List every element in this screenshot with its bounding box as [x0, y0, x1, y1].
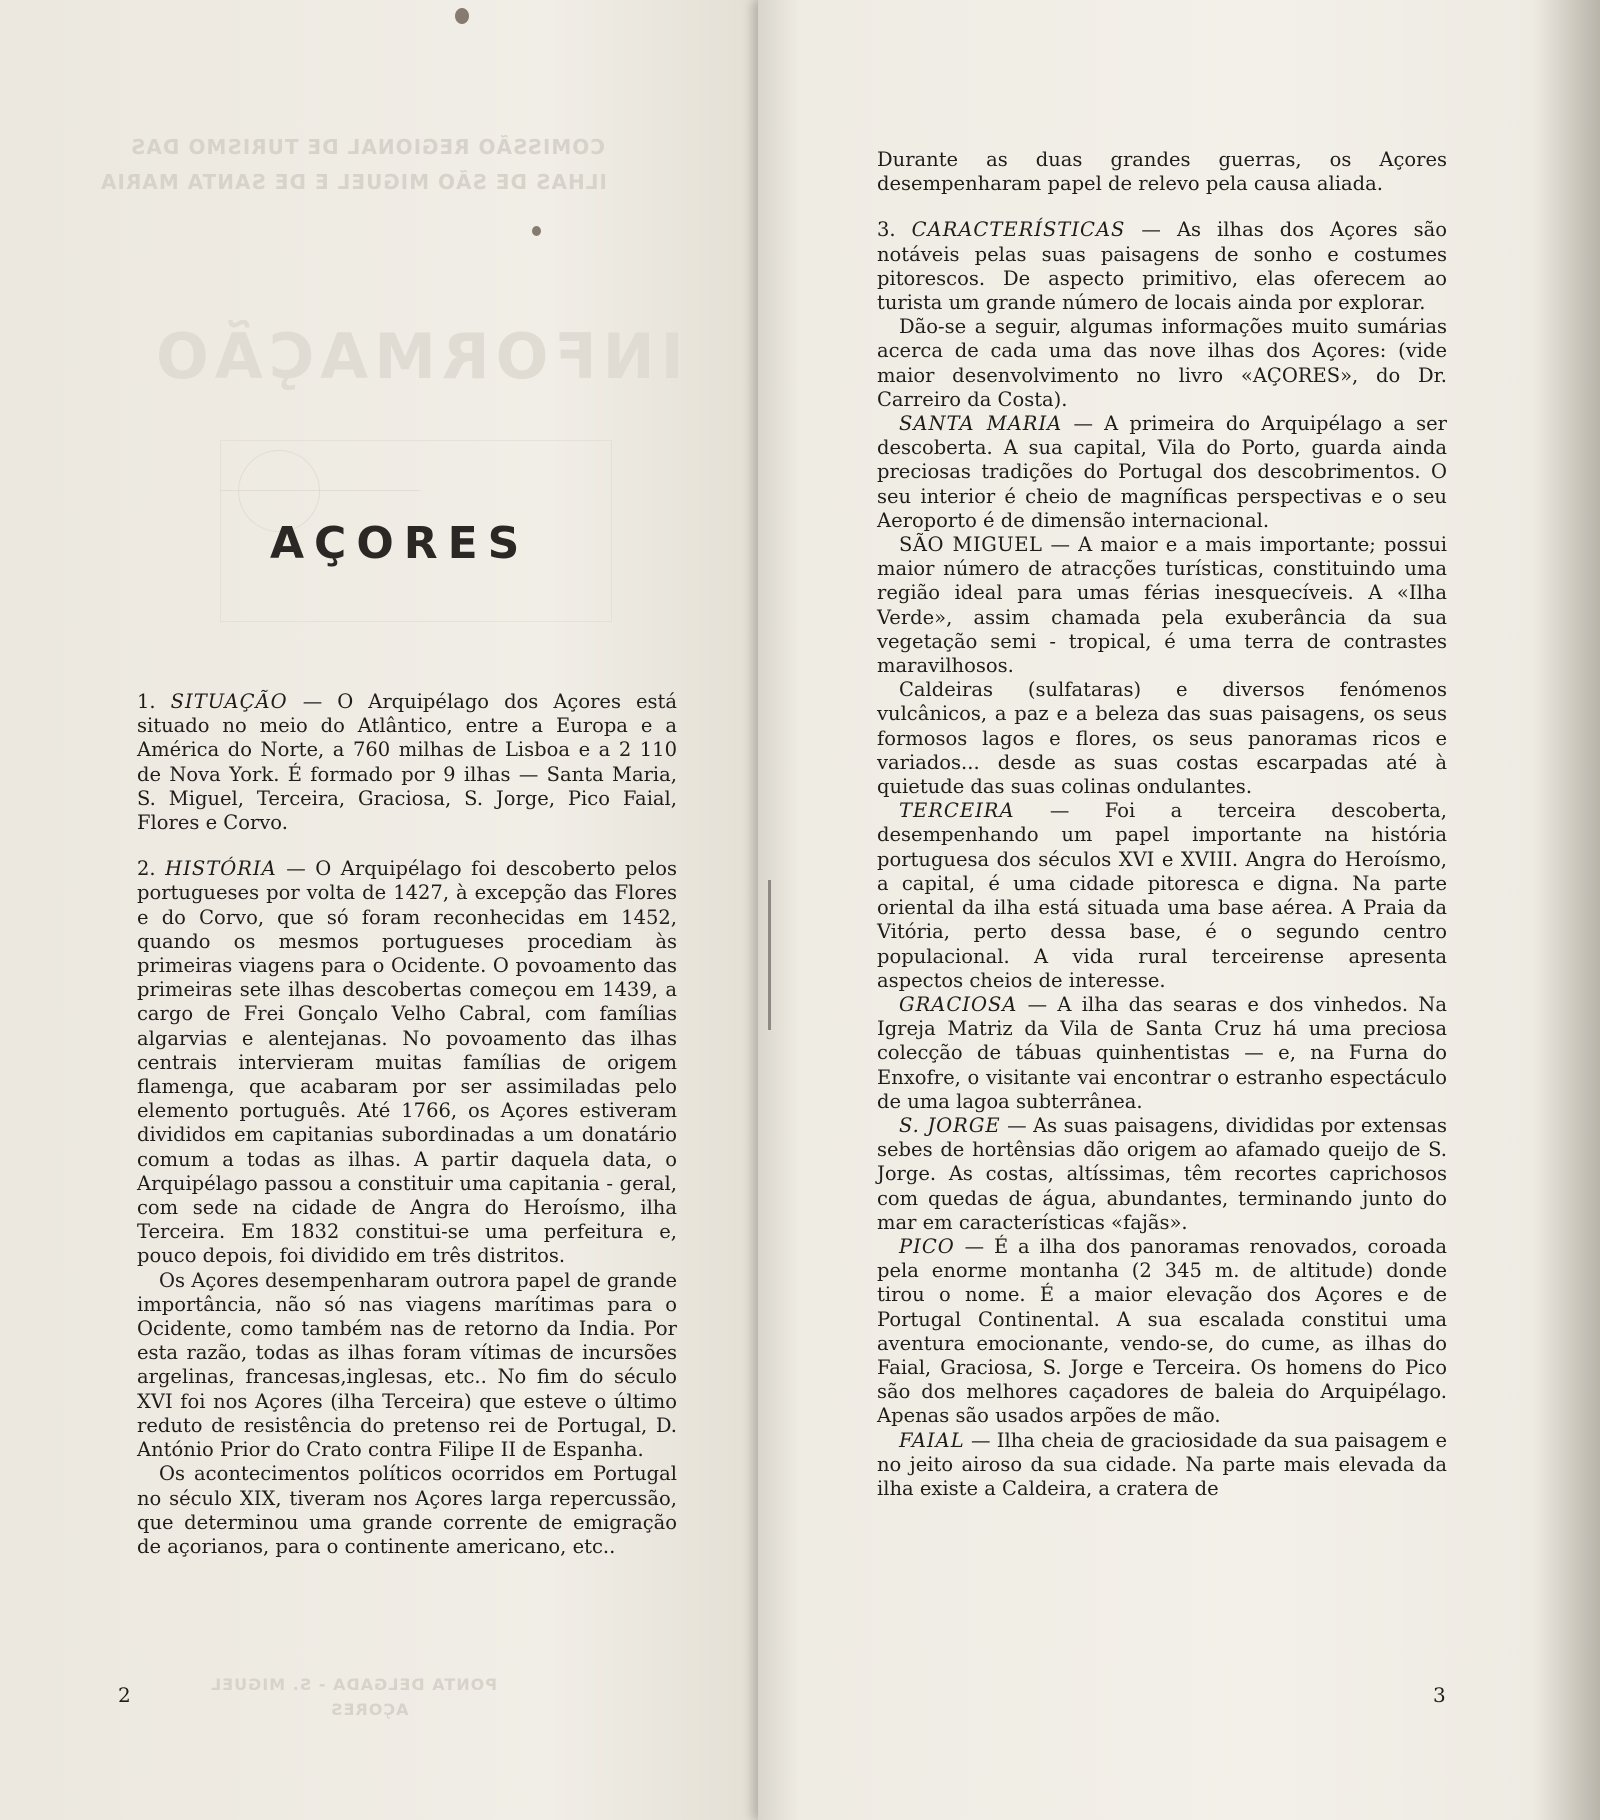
section-caracteristicas: [877, 218, 1447, 315]
ink-stain: [455, 8, 469, 24]
paragraph: Os acontecimentos políticos ocorridos em Portugal no século XIX, tiveram nos Açores larga repercussão, que determinou uma grande corrente de emigração de açorianos, para o continente americano, etc..: [137, 1462, 677, 1558]
island-santa-maria: [877, 412, 1447, 533]
island-name: FAIAL: [899, 1428, 965, 1452]
island-text: — Foi a terceira descoberta, desempenhando um papel importante na história portuguesa dos séculos XVI e XVIII. Angra do Heroísmo, a capital, é uma cidade pitoresca e digna. Na parte oriental da ilha está situada uma base aérea. A Praia da Vitória, perto dessa base, é o segundo centro populacional. A vida rural terceirense apresenta aspectos cheios de interesse.: [877, 799, 1447, 992]
island-terceira: [877, 799, 1447, 993]
show-through-text: AÇORES: [330, 1700, 409, 1719]
section-text: — O Arquipélago foi descoberto pelos portugueses por volta de 1427, à excepção das Flores e do Corvo, que só foram reconhecidas em 1452, quando os mesmos portugueses procediam às primeiras viagens para o Ocidente. O povoamento das primeiras sete ilhas descobertas começou em 1439, a cargo de Frei Gonçalo Velho Cabral, com famílias algarvias e alentejanas. No povoamento das ilhas centrais intervieram muitas famílias de origem flamenga, que acabaram por ser assimiladas pelo elemento português. Até 1766, os Açores estiveram divididos em capitanias subordinadas a um donatário comum a todas as ilhas. A partir daquela data, o Arquipélago passou a constituir uma capitania - geral, com sede na cidade de Angra do Heroísmo, ilha Terceira. Em 1832 constitui-se uma perfeitura e, pouco depois, foi dividido em três distritos.: [137, 857, 677, 1268]
right-text-column: [877, 148, 1447, 1501]
island-text: — As suas paisagens, divididas por extensas sebes de hortênsias dão origem ao afamado queijo de S. Jorge. As costas, altíssimas, têm recortes caprichosos com quedas de água, abundantes, terminando junto do mar em características «fajãs».: [877, 1113, 1447, 1234]
show-through-text: PONTA DELGADA - S. MIGUEL: [210, 1675, 498, 1694]
right-page: [758, 0, 1600, 1820]
section-heading: HISTÓRIA: [165, 857, 277, 881]
section-text: — As ilhas dos Açores são notáveis pelas suas paisagens de sonho e costumes pitorescos. De aspecto primitivo, elas oferecem ao turista um grande número de locais ainda por explorar.: [877, 218, 1448, 315]
section-number: 3.: [877, 218, 896, 242]
island-name: SÃO MIGUEL: [899, 533, 1043, 557]
show-through-map-line: [220, 490, 420, 491]
island-name: S. JORGE: [899, 1113, 1001, 1137]
island-text: — A primeira do Arquipélago a ser descoberta. A sua capital, Vila do Porto, guarda ainda preciosas tradições do Portugal dos descobrimentos. O seu interior é cheio de magníficas perspectivas e o seu Aeroporto é de dimensão internacional.: [877, 412, 1447, 532]
paragraph: Caldeiras (sulfataras) e diversos fenómenos vulcânicos, a paz e a beleza das suas paisagens, os seus formosos lagos e flores, os seus panoramas ricos e variados... desde as suas costas escarpadas até à quietude das suas colinas ondulantes.: [877, 678, 1447, 799]
opening-paragraph: Durante as duas grandes guerras, os Açores desempenharam papel de relevo pela causa aliada.: [877, 148, 1447, 196]
island-graciosa: [877, 993, 1447, 1114]
page-number: 2: [118, 1683, 131, 1707]
island-name: GRACIOSA: [899, 992, 1018, 1016]
island-faial: [877, 1429, 1447, 1502]
left-text-column: [137, 690, 677, 1559]
island-sao-miguel: [877, 533, 1447, 678]
island-text: — A maior e a mais importante; possui maior número de atracções turísticas, constituindo uma região ideal para umas férias inesquecíveis. A «Ilha Verde», assim chamada pela exuberância da sua vegetação semi - tropical, é uma terra de contrastes maravilhosos.: [877, 533, 1448, 678]
paragraph: Os Açores desempenharam outrora papel de grande importância, não só nas viagens marítimas para o Ocidente, como também nas de retorno da India. Por esta razão, todas as ilhas foram vítimas de incursões argelinas, francesas,inglesas, etc.. No fim do século XVI foi nos Açores (ilha Terceira) que esteve o último reduto de resistência do pretenso rei de Portugal, D. António Prior do Crato contra Filipe II de Espanha.: [137, 1268, 677, 1462]
island-pico: [877, 1235, 1447, 1429]
section-heading: CARACTERÍSTICAS: [911, 218, 1126, 242]
show-through-text: COMISSÃO REGIONAL DE TURISMO DAS: [130, 135, 605, 159]
section-historia: [137, 857, 677, 1268]
page-title: AÇORES: [270, 518, 530, 569]
section-text: — O Arquipélago dos Açores está situado no meio do Atlântico, entre a Europa e a América do Norte, a 760 milhas de Lisboa e a 2 110 de Nova York. É formado por 9 ilhas — Santa Maria, S. Miguel, Terceira, Graciosa, S. Jorge, Pico Faial, Flores e Corvo.: [137, 690, 678, 835]
island-text: — Ilha cheia de graciosidade da sua paisagem e no jeito airoso da sua cidade. Na parte mais elevada da ilha existe a Caldeira, a cratera de: [877, 1428, 1447, 1500]
island-text: — A ilha das searas e dos vinhedos. Na Igreja Matriz da Vila de Santa Cruz há uma preciosa colecção de tábuas quinhentistas — e, na Furna do Enxofre, o visitante vai encontrar o estranho espectáculo de uma lagoa subterrânea.: [877, 992, 1447, 1113]
island-name: PICO: [899, 1234, 955, 1258]
section-number: 1.: [137, 690, 156, 713]
section-situacao: [137, 690, 677, 835]
island-name: SANTA MARIA: [899, 412, 1063, 436]
ink-dot: [532, 226, 541, 236]
section-number: 2.: [137, 857, 156, 881]
show-through-text: ILHAS DE SÃO MIGUEL E DE SANTA MARIA: [100, 170, 607, 194]
island-text: — É a ilha dos panoramas renovados, coroada pela enorme montanha (2 345 m. de altitude) donde tirou o nome. É a maior elevação dos Açores e de Portugal Continental. A sua escalada constitui uma aventura emocionante, vendo-se, do cume, as ilhas do Faial, Graciosa, S. Jorge e Terceira. Os homens do Pico são dos melhores caçadores de baleia do Arquipélago. Apenas são usados arpões de mão.: [877, 1234, 1447, 1428]
paragraph: Dão-se a seguir, algumas informações muito sumárias acerca de cada uma das nove ilhas dos Açores: (vide maior desenvolvimento no livro «AÇORES», do Dr. Carreiro da Costa).: [877, 315, 1447, 411]
show-through-heading: INFORMAÇÃO: [150, 320, 684, 393]
left-page: [0, 0, 780, 1820]
island-sao-jorge: [877, 1114, 1447, 1235]
island-name: TERCEIRA: [899, 799, 1015, 823]
page-number: 3: [1433, 1683, 1446, 1707]
section-heading: SITUAÇÃO: [170, 690, 288, 713]
page-fold: [768, 880, 771, 1030]
